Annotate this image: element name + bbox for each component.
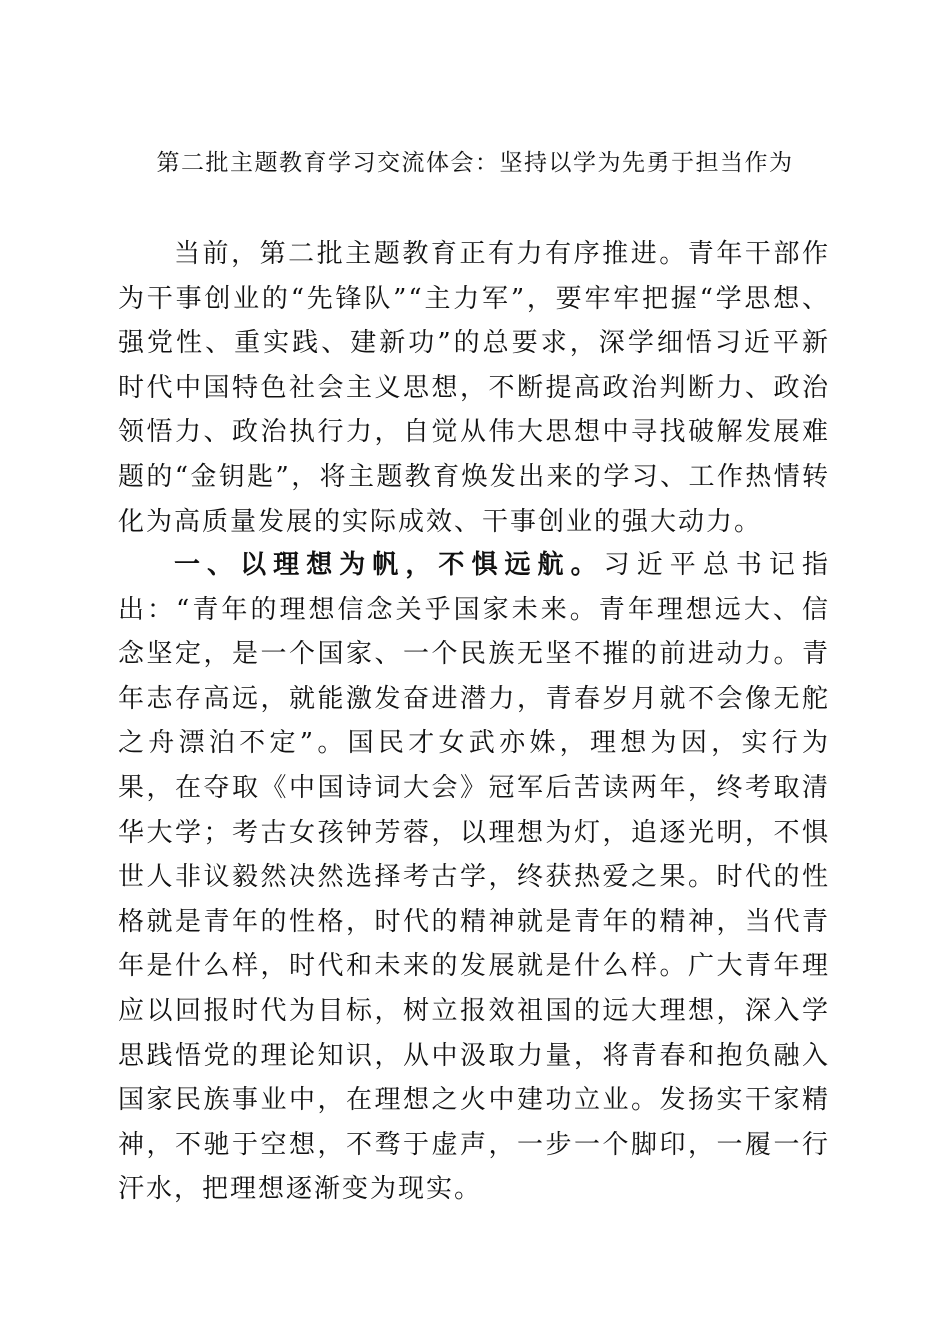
section-one-text: 习近平总书记指出：“青年的理想信念关乎国家未来。青年理想远大、信念坚定，是一个国家、一个民族无坚不摧的前进动力。青年志存高远，就能激发奋进潜力，青春岁月就不会像无舵之舟漂泊不定”。国民才女武亦姝，理想为因，实行为果，在夺取《中国诗词大会》冠军后苦读两年，终考取清华大学；考古女孩钟芳蓉，以理想为灯，追逐光明，不惧世人非议毅然决然选择考古学，终获热爱之果。时代的性格就是青年的性格，时代的精神就是青年的精神，当代青年是什么样，时代和未来的发展就是什么样。广大青年理应以回报时代为目标，树立报效祖国的远大理想，深入学思践悟党的理论知识，从中汲取力量，将青春和抱负融入国家民族事业中，在理想之火中建功立业。发扬实干家精神，不驰于空想，不骛于虚声，一步一个脚印，一履一行汗水，把理想逐渐变为现实。 <box>118 550 830 1205</box>
paragraph-intro-text: 当前，第二批主题教育正有力有序推进。青年干部作为干事创业的“先锋队”“主力军”，要牢牢把握“学思想、强党性、重实践、建新功”的总要求，深学细悟习近平新时代中国特色社会主义思想，不断提高政治判断力、政治领悟力、政治执行力，自觉从伟大思想中寻找破解发展难题的“金钥匙”，将主题教育焕发出来的学习、工作热情转化为高质量发展的实际成效、干事创业的强大动力。 <box>118 239 830 537</box>
document-title: 第二批主题教育学习交流体会：坚持以学为先勇于担当作为 <box>156 150 794 176</box>
section-one-heading: 一、以理想为帆，不惧远航。 <box>174 550 604 580</box>
paragraph-intro <box>118 232 830 544</box>
paragraph-section-one <box>118 543 830 1212</box>
